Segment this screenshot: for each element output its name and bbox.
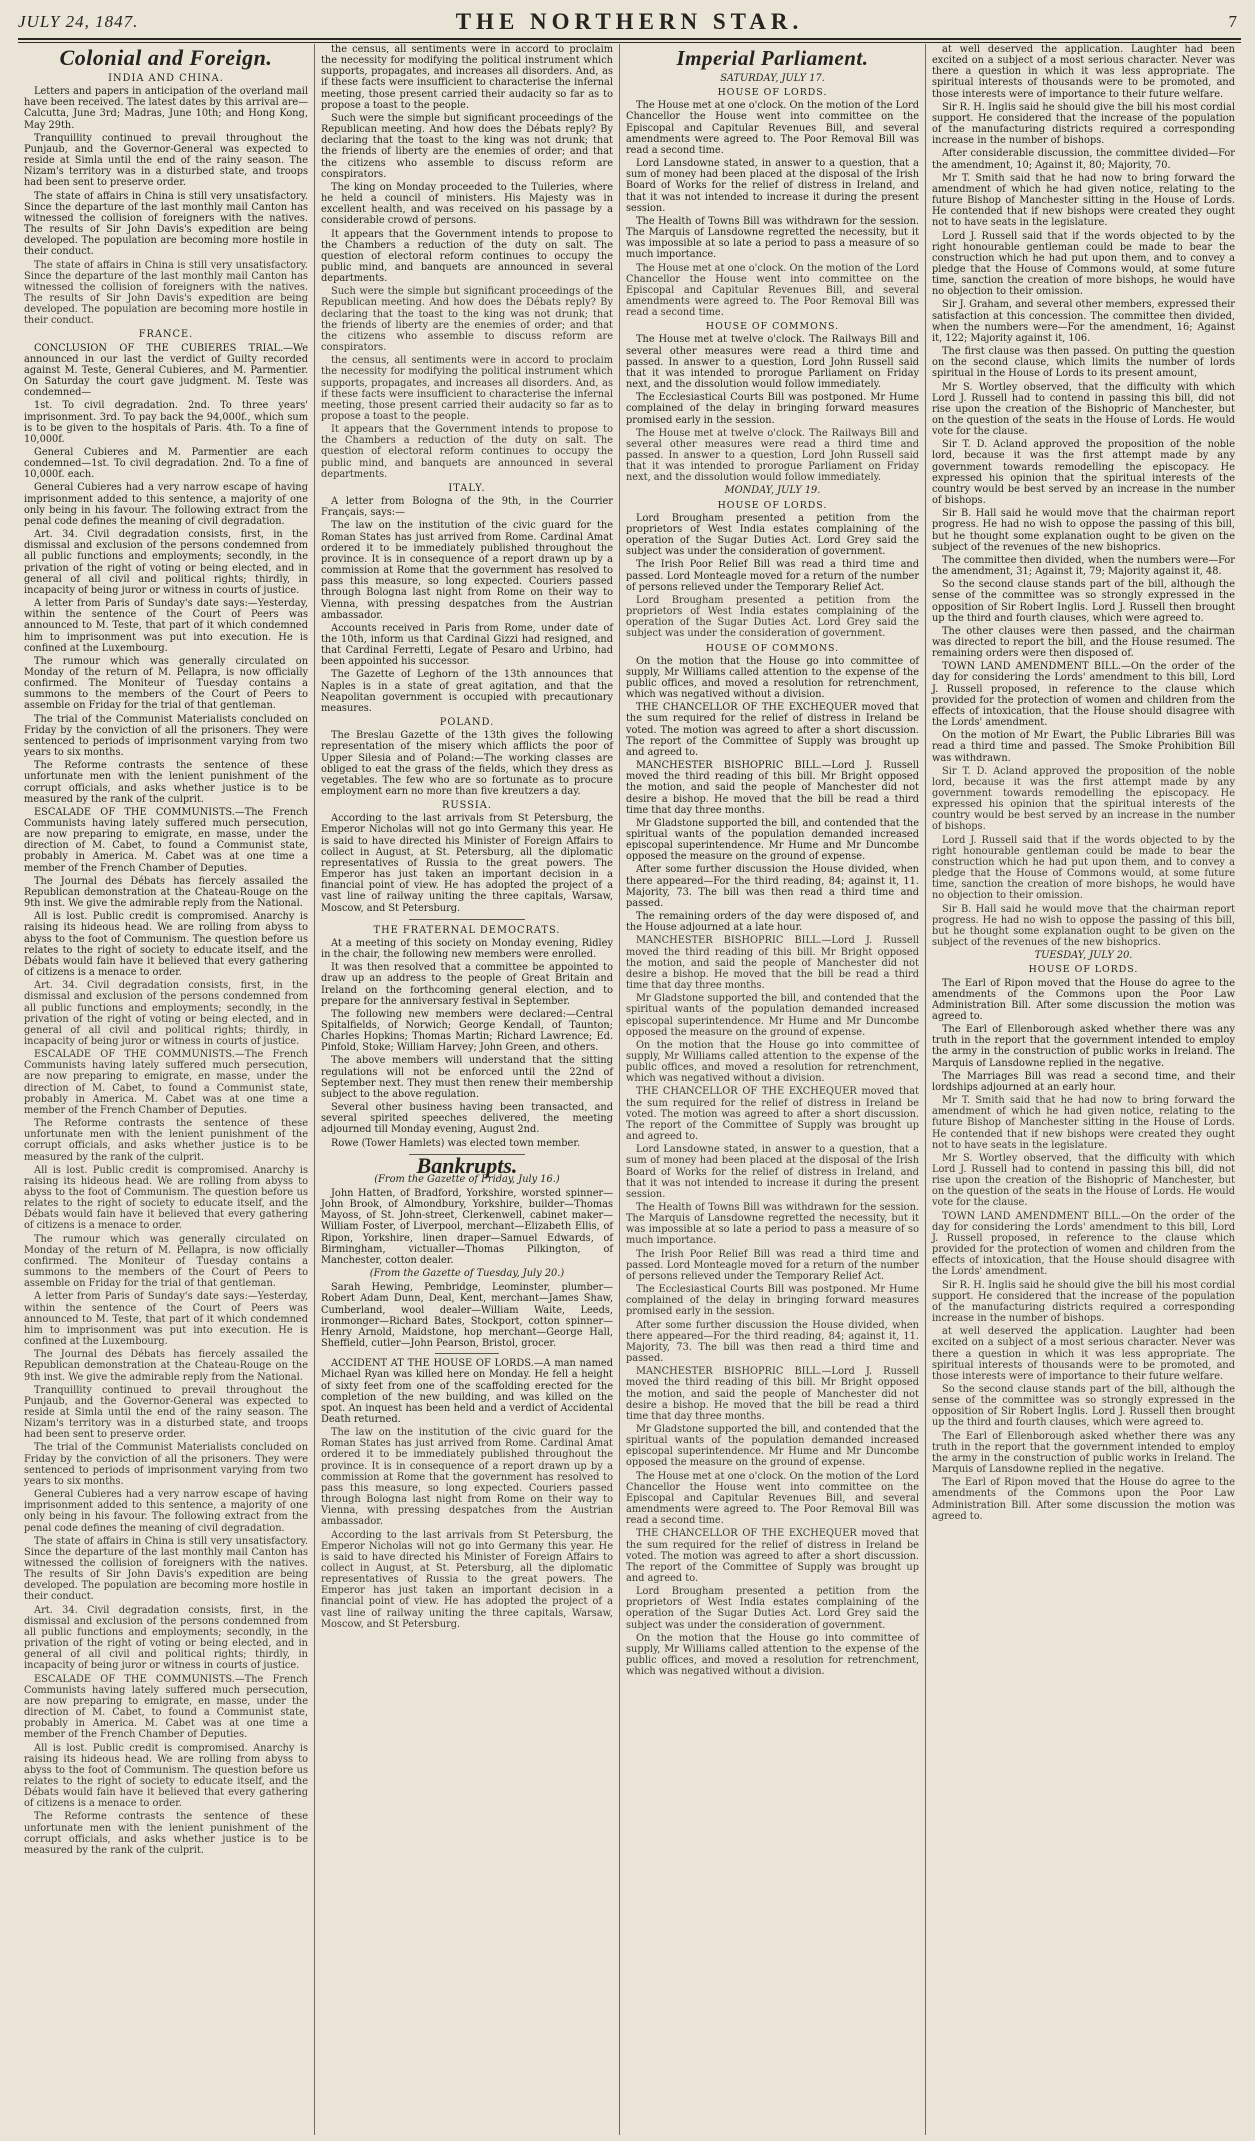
subheading-france: FRANCE.	[138, 329, 194, 341]
paragraph: Art. 34. Civil degradation consists, first, in the dismissal and exclusion of the persons condemned from all public functions and employments; secondly, in the privation of the right of voting or being elected, and in general of all civil and political rights; thirdly, in incapacity of being juror or witness in courts of justice.	[24, 980, 308, 1047]
divider	[409, 919, 526, 920]
paragraph: The Ecclesiastical Courts Bill was postponed. Mr Hume complained of the delay in bringing forward measures promised early in the session.	[626, 392, 919, 426]
paragraph: The House met at one o'clock. On the motion of the Lord Chancellor the House went into committee on the Episcopal and Capitular Revenues Bill, and several amendments were agreed to. The Poor Removal Bill was read a second time.	[626, 1470, 919, 1527]
paragraph: ESCALADE OF THE COMMUNISTS.—The French Communists having lately suffered much persecution, are now preparing to emigrate, en masse, under the direction of M. Cabet, to found a Communist state, probably in America. M. Cabet was at one time a member of the French Chamber of Deputies.	[24, 1673, 308, 1741]
paragraph: Lord Brougham presented a petition from the proprietors of West India estates complaining of the operation of the Sugar Duties Act. Lord Grey said the subject was under the consideration of government.	[626, 512, 919, 558]
subheading-house-of-lords: HOUSE OF LORDS.	[1028, 964, 1139, 976]
paragraph: The state of affairs in China is still very unsatisfactory. Since the departure of the last monthly mail Canton has witnessed the collision of foreigners with the natives. The results of Sir John Davis's expedition are being developed. The population are becoming more hostile in their conduct.	[24, 1535, 308, 1603]
subheading-fraternal-democrats: THE FRATERNAL DEMOCRATS.	[373, 924, 561, 936]
paragraph: 1st. To civil degradation. 2nd. To three years' imprisonment. 3rd. To pay back the 94,000f., which sum is to be given to the hospitals of Paris. 4th. To a fine of 10,000f.	[24, 400, 308, 445]
paragraph: Sir R. H. Inglis said he should give the bill his most cordial support. He considered that the increase of the population of the manufacturing districts required a corresponding increase in the number of bishops.	[932, 101, 1235, 147]
paragraph: The state of affairs in China is still very unsatisfactory. Since the departure of the last monthly mail Canton has witnessed the collision of foreigners with the natives. The results of Sir John Davis's expedition are being developed. The population are becoming more hostile in their conduct.	[24, 259, 308, 327]
paragraph: After some further discussion the House divided, when there appeared—For the third reading, 84; against it, 11. Majority, 73. The bill was then read a third time and passed.	[626, 1319, 919, 1365]
section-heading-colonial: Colonial and Foreign.	[59, 45, 273, 70]
paragraph: It appears that the Government intends to propose to the Chambers a reduction of the duty on salt. The question of electoral reform continues to occupy the public mind, and banquets are announced in several departments.	[321, 424, 613, 480]
paragraph: THE CHANCELLOR OF THE EXCHEQUER moved that the sum required for the relief of distress in Ireland be voted. The motion was agreed to after a short discussion. The report of the Committee of Supply was brought up and agreed to.	[626, 702, 919, 758]
paragraph: at well deserved the application. Laughter had been excited on a subject of a most serious character. Never was there a question in which it was less appropriate. The spiritual interests of thousands were to be promoted, and those interests were of importance to their future welfare.	[932, 1326, 1235, 1382]
paragraph: The trial of the Communist Materialists concluded on Friday by the conviction of all the prisoners. They were sentenced to periods of imprisonment varying from two years to six months.	[24, 713, 308, 759]
paragraph: On the motion that the House go into committee of supply, Mr Williams called attention to the expense of the public offices, and moved a resolution for retrenchment, which was negatived without a division.	[626, 1039, 919, 1085]
paragraph: The Earl of Ellenborough asked whether there was any truth in the report that the government intended to employ the army in the construction of public works in Ireland. The Marquis of Lansdowne replied in the negative.	[932, 1430, 1235, 1476]
paragraph: THE CHANCELLOR OF THE EXCHEQUER moved that the sum required for the relief of distress in Ireland be voted. The motion was agreed to after a short discussion. The report of the Committee of Supply was brought up and agreed to.	[626, 1086, 919, 1143]
paragraph: The Earl of Ellenborough asked whether there was any truth in the report that the government intended to employ the army in the construction of public works in Ireland. The Marquis of Lansdowne replied in the negative.	[932, 1024, 1235, 1069]
paragraph: The king on Monday proceeded to the Tuileries, where he held a council of ministers. His Majesty was in excellent health, and was received on his passage by a considerable crowd of persons.	[321, 181, 613, 227]
paragraph: The state of affairs in China is still very unsatisfactory. Since the departure of the last monthly mail Canton has witnessed the collision of foreigners with the natives. The results of Sir John Davis's expedition are being developed. The population are becoming more hostile in their conduct.	[24, 190, 308, 258]
paragraph: Letters and papers in anticipation of the overland mail have been received. The latest dates by this arrival are—Calcutta, June 3rd; Madras, June 10th; and Hong Kong, May 29th.	[24, 86, 308, 131]
masthead	[18, 8, 1241, 40]
column-3	[620, 44, 926, 2135]
paragraph: The Breslau Gazette of the 13th gives the following representation of the misery which afflicts the poor of Upper Silesia and of Poland:—The working classes are obliged to eat the grass of the fields, which they dress as vegetables. The few who are so fortunate as to procure employment earn no more than five kreutzers a day.	[321, 730, 613, 797]
paragraph: After some further discussion the House divided, when there appeared—For the third reading, 84; against it, 11. Majority, 73. The bill was then read a third time and passed.	[626, 864, 919, 909]
paragraph: ESCALADE OF THE COMMUNISTS.—The French Communists having lately suffered much persecution, are now preparing to emigrate, en masse, under the direction of M. Cabet, to found a Communist state, probably in America. M. Cabet was at one time a member of the French Chamber of Deputies.	[24, 1049, 308, 1116]
paragraph: General Cubieres had a very narrow escape of having imprisonment added to this sentence, a majority of one only being in his favour. The following extract from the penal code defines the meaning of civil degradation.	[24, 1489, 308, 1534]
paragraph: TOWN LAND AMENDMENT BILL.—On the order of the day for considering the Lords' amendment to this bill, Lord J. Russell proposed, in reference to the clause which provided for the protection of women and children from the effects of intoxication, that the House should disagree with the Lords' amendment.	[932, 1210, 1235, 1278]
paragraph: According to the last arrivals from St Petersburg, the Emperor Nicholas will not go into Germany this year. He is said to have directed his Minister of Foreign Affairs to collect in August, at St. Petersburg, all the diplomatic representatives of Russia to the great powers. The Emperor has just taken an important decision in a financial point of view. He has adopted the project of a vast line of railway uniting the three capitals, Warsaw, Moscow, and St Petersburg.	[321, 813, 613, 914]
issue-date: JULY 24, 1847.	[18, 12, 139, 31]
divider	[435, 1353, 499, 1354]
paragraph: Sarah Hewing, Pembridge, Leominster, plumber—Robert Adam Dunn, Deal, Kent, merchant—James Shaw, Cumberland, wool dealer—William Waite, Leeds, ironmonger—Richard Bates, Stockport, cotton spinner—Henry Arnold, Maidstone, hop merchant—George Hall, Sheffield, cutler—John Pearson, Bristol, grocer.	[321, 1282, 613, 1350]
paragraph: The House met at one o'clock. On the motion of the Lord Chancellor the House went into committee on the Episcopal and Capitular Revenues Bill, and several amendments were agreed to. The Poor Removal Bill was read a second time.	[626, 262, 919, 319]
paragraph: It appears that the Government intends to propose to the Chambers a reduction of the duty on salt. The question of electoral reform continues to occupy the public mind, and banquets are announced in several departments.	[321, 228, 613, 285]
paragraph: Lord Lansdowne stated, in answer to a question, that a sum of money had been placed at the disposal of the Irish Board of Works for the relief of distress in Ireland, and that it was not intended to increase it during the present session.	[626, 158, 919, 214]
paragraph: Lord J. Russell said that if the words objected to by the right honourable gentleman could be made to bear the construction which he had put upon them, and to convey a pledge that the House of Commons would, at some future time, sanction the creation of more bishops, he would have no objection to their omission.	[932, 834, 1235, 902]
paragraph: MANCHESTER BISHOPRIC BILL.—Lord J. Russell moved the third reading of this bill. Mr Bright opposed the motion, and said the people of Manchester did not desire a bishop. He moved that the bill be read a third time that day three months.	[626, 935, 919, 992]
paragraph: Mr S. Wortley observed, that the difficulty with which Lord J. Russell had to contend in passing this bill, did not rise upon the creation of the Bishopric of Manchester, but on the question of the seats in the House of Lords. He would vote for the clause.	[932, 381, 1235, 438]
column-1	[18, 44, 315, 2135]
bankrupts-gazette-date: (From the Gazette of Friday, July 16.)	[374, 1173, 560, 1185]
paragraph: The House met at one o'clock. On the motion of the Lord Chancellor the House went into committee on the Episcopal and Capitular Revenues Bill, and several amendments were agreed to. The Poor Removal Bill was read a second time.	[626, 100, 919, 156]
paragraph: Sir R. H. Inglis said he should give the bill his most cordial support. He considered that the increase of the population of the manufacturing districts required a corresponding increase in the number of bishops.	[932, 1279, 1235, 1325]
subheading-russia: RUSSIA.	[442, 800, 492, 812]
paragraph: Sir B. Hall said he would move that the chairman report progress. He had no wish to oppose the passing of this bill, but he thought some explanation ought to be given on the subject of the revenues of the new bishoprics.	[932, 508, 1235, 553]
paragraph: According to the last arrivals from St Petersburg, the Emperor Nicholas will not go into Germany this year. He is said to have directed his Minister of Foreign Affairs to collect in August, at St. Petersburg, all the diplomatic representatives of Russia to the great powers. The Emperor has just taken an important decision in a financial point of view. He has adopted the project of a vast line of railway uniting the three capitals, Warsaw, Moscow, and St Petersburg.	[321, 1529, 613, 1630]
column-2	[315, 44, 620, 2135]
subheading-house-of-lords: HOUSE OF LORDS.	[717, 87, 828, 99]
section-heading-parliament: Imperial Parliament.	[676, 46, 869, 70]
paragraph: The Journal des Débats has fiercely assailed the Republican demonstration at the Chateau-Rouge on the 9th inst. We give the admirable reply from the National.	[24, 875, 308, 910]
paragraph: The Ecclesiastical Courts Bill was postponed. Mr Hume complained of the delay in bringing forward measures promised early in the session.	[626, 1284, 919, 1318]
paragraph: Tranquillity continued to prevail throughout the Punjaub, and the Governor-General was expected to reside at Simla until the end of the rainy season. The Nizam's territory was in a disturbed state, and troops had been sent to preserve order.	[24, 132, 308, 189]
paragraph: A letter from Paris of Sunday's date says:—Yesterday, within the sentence of the Court of Peers was announced to M. Teste, that part of it which condemned him to imprisonment was put into execution. He is confined at the Luxembourg.	[24, 598, 308, 654]
sitting-date: SATURDAY, JULY 17.	[720, 73, 825, 84]
paragraph: Mr T. Smith said that he had now to bring forward the amendment of which he had given notice, relating to the future Bishop of Manchester sitting in the House of Lords. He contended that if new bishops were created they ought not to have seats in the legislature.	[932, 1095, 1235, 1151]
paragraph: At a meeting of this society on Monday evening, Ridley in the chair, the following new members were enrolled.	[321, 937, 613, 961]
paragraph: The Irish Poor Relief Bill was read a third time and passed. Lord Monteagle moved for a return of the number of persons relieved under the Temporary Relief Act.	[626, 1248, 919, 1282]
paragraph: at well deserved the application. Laughter had been excited on a subject of a most serious character. Never was there a question in which it was less appropriate. The spiritual interests of thousands were to be promoted, and those interests were of importance to their future welfare.	[932, 44, 1235, 100]
paragraph: The Journal des Débats has fiercely assailed the Republican demonstration at the Chateau-Rouge on the 9th inst. We give the admirable reply from the National.	[24, 1349, 308, 1383]
newspaper-title: THE NORTHERN STAR.	[455, 9, 804, 34]
paragraph: TOWN LAND AMENDMENT BILL.—On the order of the day for considering the Lords' amendment to this bill, Lord J. Russell proposed, in reference to the clause which provided for the protection of women and children from the effects of intoxication, that the House should disagree with the Lords' amendment.	[932, 661, 1235, 729]
paragraph: All is lost. Public credit is compromised. Anarchy is raising its hideous head. We are rolling from abyss to abyss to the foot of Communism. The question before us relates to the right of society to educate itself, and the Débats would fain have it believed that every gathering of citizens is a menace to order.	[24, 911, 308, 979]
column-4	[926, 44, 1241, 2135]
paragraph: Such were the simple but significant proceedings of the Republican meeting. And how does the Débats reply? By declaring that the toast to the king was not drunk; that the friends of liberty are the enemies of order; and that the citizens who assemble to discuss reform are conspirators.	[321, 112, 613, 180]
paragraph: The trial of the Communist Materialists concluded on Friday by the conviction of all the prisoners. They were sentenced to periods of imprisonment varying from two years to six months.	[24, 1442, 308, 1487]
paragraph: The House met at twelve o'clock. The Railways Bill and several other measures were read a third time and passed. In answer to a question, Lord John Russell said that it was intended to prorogue Parliament on Friday next, and the dissolution would follow immediately.	[626, 334, 919, 391]
paragraph: CONCLUSION OF THE CUBIERES TRIAL.—We announced in our last the verdict of Guilty recorded against M. Teste, General Cubieres, and M. Parmentier. On Saturday the court gave judgment. M. Teste was condemned—	[24, 342, 308, 399]
paragraph: The first clause was then passed. On putting the question on the second clause, which limits the number of lords spiritual in the House of Lords to its present amount,	[932, 346, 1235, 380]
paragraph: Mr S. Wortley observed, that the difficulty with which Lord J. Russell had to contend in passing this bill, did not rise upon the creation of the Bishopric of Manchester, but on the question of the seats in the House of Lords. He would vote for the clause.	[932, 1152, 1235, 1209]
paragraph: After considerable discussion, the committee divided—For the amendment, 10; Against it, 80; Majority, 70.	[932, 148, 1235, 171]
paragraph: Sir T. D. Acland approved the proposition of the noble lord, because it was the first attempt made by any government towards remodelling the episcopacy. He expressed his opinion that the spiritual interests of the country would be best served by an increase in the number of bishops.	[932, 765, 1235, 833]
paragraph: Mr Gladstone supported the bill, and contended that the spiritual wants of the population demanded increased episcopal superintendence. Mr Hume and Mr Duncombe opposed the measure on the ground of expense.	[626, 1423, 919, 1469]
subheading-house-of-lords: HOUSE OF LORDS.	[717, 499, 828, 511]
paragraph: The Irish Poor Relief Bill was read a third time and passed. Lord Monteagle moved for a return of the number of persons relieved under the Temporary Relief Act.	[626, 559, 919, 593]
subheading-india-china: INDIA AND CHINA.	[108, 73, 224, 84]
paragraph: the census, all sentiments were in accord to proclaim the necessity for modifying the political instrument which supports, propagates, and increases all disorders. And, as if these facts were insufficient to characterise the infernal meeting, those present carried their audacity so far as to propose a toast to the people.	[321, 44, 613, 111]
paragraph: ACCIDENT AT THE HOUSE OF LORDS.—A man named Michael Ryan was killed here on Monday. He fell a height of sixty feet from one of the scaffolding erected for the completion of the new building, and was killed on the spot. An inquest has been held and a verdict of Accidental Death returned.	[321, 1358, 613, 1425]
paragraph: On the motion that the House go into committee of supply, Mr Williams called attention to the expense of the public offices, and moved a resolution for retrenchment, which was negatived without a division.	[626, 1632, 919, 1678]
paragraph: The remaining orders of the day were disposed of, and the House adjourned at a late hour.	[626, 911, 919, 934]
subheading-italy: ITALY.	[448, 482, 486, 494]
paragraph: All is lost. Public credit is compromised. Anarchy is raising its hideous head. We are rolling from abyss to abyss to the foot of Communism. The question before us relates to the right of society to educate itself, and the Débats would fain have it believed that every gathering of citizens is a menace to order.	[24, 1742, 308, 1810]
subheading-house-of-commons: HOUSE OF COMMONS.	[705, 642, 840, 654]
bankrupts-gazette-date: (From the Gazette of Tuesday, July 20.)	[369, 1268, 565, 1280]
paragraph: THE CHANCELLOR OF THE EXCHEQUER moved that the sum required for the relief of distress in Ireland be voted. The motion was agreed to after a short discussion. The report of the Committee of Supply was brought up and agreed to.	[626, 1528, 919, 1584]
paragraph: Art. 34. Civil degradation consists, first, in the dismissal and exclusion of the persons condemned from all public functions and employments; secondly, in the privation of the right of voting or being elected, and in general of all civil and political rights; thirdly, in incapacity of being juror or witness in courts of justice.	[24, 1604, 308, 1672]
paragraph: Lord Brougham presented a petition from the proprietors of West India estates complaining of the operation of the Sugar Duties Act. Lord Grey said the subject was under the consideration of government.	[626, 594, 919, 640]
page-number: 7	[1228, 12, 1237, 31]
paragraph: The above members will understand that the sitting regulations will not be enforced until the 22nd of September next. They must then renew their membership subject to the above regulation.	[321, 1055, 613, 1100]
paragraph: A letter from Bologna of the 9th, in the Courrier Français, says:—	[321, 496, 613, 519]
paragraph: The other clauses were then passed, and the chairman was directed to report the bill, and the House resumed. The remaining orders were then disposed of.	[932, 625, 1235, 660]
paragraph: The Earl of Ripon moved that the House do agree to the amendments of the Commons upon the Poor Law Administration Bill. After some discussion the motion was agreed to.	[932, 977, 1235, 1022]
paragraph: Mr T. Smith said that he had now to bring forward the amendment of which he had given notice, relating to the future Bishop of Manchester sitting in the House of Lords. He contended that if new bishops were created they ought not to have seats in the legislature.	[932, 172, 1235, 229]
paragraph: The Reforme contrasts the sentence of these unfortunate men with the lenient punishment of the corrupt officials, and asks whether justice is to be measured by the rank of the culprit.	[24, 1811, 308, 1856]
paragraph: Such were the simple but significant proceedings of the Republican meeting. And how does the Débats reply? By declaring that the toast to the king was not drunk; that the friends of liberty are the enemies of order; and that the citizens who assemble to discuss reform are conspirators.	[321, 286, 613, 354]
paragraph: Lord J. Russell said that if the words objected to by the right honourable gentleman could be made to bear the construction which he had put upon them, and to convey a pledge that the House of Commons would, at some future time, sanction the creation of more bishops, he would have no objection to their omission.	[932, 230, 1235, 298]
paragraph: MANCHESTER BISHOPRIC BILL.—Lord J. Russell moved the third reading of this bill. Mr Bright opposed the motion, and said the people of Manchester did not desire a bishop. He moved that the bill be read a third time that day three months.	[626, 760, 919, 816]
article-columns	[18, 44, 1241, 2135]
paragraph: The rumour which was generally circulated on Monday of the return of M. Pellapra, is now officially confirmed. The Moniteur of Tuesday contains a summons to the members of the Court of Peers to assemble on Friday for the trial of that gentleman.	[24, 655, 308, 712]
masthead-rule	[18, 42, 1241, 43]
paragraph: The Health of Towns Bill was withdrawn for the session. The Marquis of Lansdowne regretted the necessity, but it was impossible at so late a period to pass a measure of so much importance.	[626, 1202, 919, 1247]
paragraph: Tranquillity continued to prevail throughout the Punjaub, and the Governor-General was expected to reside at Simla until the end of the rainy season. The Nizam's territory was in a disturbed state, and troops had been sent to preserve order.	[24, 1384, 308, 1441]
paragraph: General Cubieres and M. Parmentier are each condemned—1st. To civil degradation. 2nd. To a fine of 10,000f. each.	[24, 447, 308, 481]
paragraph: Mr Gladstone supported the bill, and contended that the spiritual wants of the population demanded increased episcopal superintendence. Mr Hume and Mr Duncombe opposed the measure on the ground of expense.	[626, 993, 919, 1038]
paragraph: The House met at twelve o'clock. The Railways Bill and several other measures were read a third time and passed. In answer to a question, Lord John Russell said that it was intended to prorogue Parliament on Friday next, and the dissolution would follow immediately.	[626, 427, 919, 484]
paragraph: The Marriages Bill was read a second time, and their lordships adjourned at an early hour.	[932, 1070, 1235, 1093]
paragraph: Sir J. Graham, and several other members, expressed their satisfaction at this concession. The committee then divided, when the numbers were—For the amendment, 16; Against it, 122; Majority against it, 106.	[932, 299, 1235, 344]
paragraph: All is lost. Public credit is compromised. Anarchy is raising its hideous head. We are rolling from abyss to abyss to the foot of Communism. The question before us relates to the right of society to educate itself, and the Débats would fain have it believed that every gathering of citizens is a menace to order.	[24, 1164, 308, 1232]
paragraph: The law on the institution of the civic guard for the Roman States has just arrived from Rome. Cardinal Amat ordered it to be immediately published throughout the province. It is in consequence of a report drawn up by a commission at Rome that the government has resolved to pass this measure, so long expected. Couriers passed through Bologna last night from Rome on their way to Vienna, with pressing despatches from the Austrian ambassador.	[321, 520, 613, 621]
paragraph: The rumour which was generally circulated on Monday of the return of M. Pellapra, is now officially confirmed. The Moniteur of Tuesday contains a summons to the members of the Court of Peers to assemble on Friday for the trial of that gentleman.	[24, 1233, 308, 1290]
paragraph: Rowe (Tower Hamlets) was elected town member.	[331, 1137, 581, 1149]
paragraph: the census, all sentiments were in accord to proclaim the necessity for modifying the political instrument which supports, propagates, and increases all disorders. And, as if these facts were insufficient to characterise the infernal meeting, those present carried their audacity so far as to propose a toast to the people.	[321, 355, 613, 422]
paragraph: It was then resolved that a committee be appointed to draw up an address to the people of Great Britain and Ireland on the forthcoming general election, and to prepare for the anniversary festival in September.	[321, 962, 613, 1007]
paragraph: The committee then divided, when the numbers were—For the amendment, 31; Against it, 79; Majority against it, 48.	[932, 554, 1235, 578]
paragraph: Sir B. Hall said he would move that the chairman report progress. He had no wish to oppose the passing of this bill, but he thought some explanation ought to be given on the subject of the revenues of the new bishoprics.	[932, 903, 1235, 949]
paragraph: A letter from Paris of Sunday's date says:—Yesterday, within the sentence of the Court of Peers was announced to M. Teste, that part of it which condemned him to imprisonment was put into execution. He is confined at the Luxembourg.	[24, 1291, 308, 1348]
sitting-date: TUESDAY, JULY 20.	[1034, 950, 1133, 962]
paragraph: So the second clause stands part of the bill, although the sense of the committee was so strongly expressed in the opposition of Sir Robert Inglis. Lord J. Russell then brought up the third and fourth clauses, which were agreed to.	[932, 579, 1235, 624]
paragraph: Lord Brougham presented a petition from the proprietors of West India estates complaining of the operation of the Sugar Duties Act. Lord Grey said the subject was under the consideration of government.	[626, 1586, 919, 1631]
section-heading-bankrupts: Bankrupts.	[416, 1152, 518, 1178]
paragraph: Lord Lansdowne stated, in answer to a question, that a sum of money had been placed at the disposal of the Irish Board of Works for the relief of distress in Ireland, and that it was not intended to increase it during the present session.	[626, 1144, 919, 1200]
subheading-house-of-commons: HOUSE OF COMMONS.	[705, 321, 840, 333]
paragraph: So the second clause stands part of the bill, although the sense of the committee was so strongly expressed in the opposition of Sir Robert Inglis. Lord J. Russell then brought up the third and fourth clauses, which were agreed to.	[932, 1383, 1235, 1429]
paragraph: The Reforme contrasts the sentence of these unfortunate men with the lenient punishment of the corrupt officials, and asks whether justice is to be measured by the rank of the culprit.	[24, 760, 308, 805]
sitting-date: MONDAY, JULY 19.	[724, 485, 821, 497]
paragraph: The Health of Towns Bill was withdrawn for the session. The Marquis of Lansdowne regretted the necessity, but it was impossible at so late a period to pass a measure of so much importance.	[626, 215, 919, 261]
paragraph: Mr Gladstone supported the bill, and contended that the spiritual wants of the population demanded increased episcopal superintendence. Mr Hume and Mr Duncombe opposed the measure on the ground of expense.	[626, 817, 919, 863]
paragraph: Art. 34. Civil degradation consists, first, in the dismissal and exclusion of the persons condemned from all public functions and employments; secondly, in the privation of the right of voting or being elected, and in general of all civil and political rights; thirdly, in incapacity of being juror or witness in courts of justice.	[24, 529, 308, 596]
paragraph: On the motion that the House go into committee of supply, Mr Williams called attention to the expense of the public offices, and moved a resolution for retrenchment, which was negatived without a division.	[626, 655, 919, 701]
paragraph: General Cubieres had a very narrow escape of having imprisonment added to this sentence, a majority of one only being in his favour. The following extract from the penal code defines the meaning of civil degradation.	[24, 482, 308, 527]
paragraph: The Reforme contrasts the sentence of these unfortunate men with the lenient punishment of the corrupt officials, and asks whether justice is to be measured by the rank of the culprit.	[24, 1118, 308, 1163]
paragraph: John Hatten, of Bradford, Yorkshire, worsted spinner—John Brook, of Almondbury, Yorkshire, builder—Thomas Mayoss, of St. John-street, Clerkenwell, cabinet maker—William Foster, of Liverpool, merchant—Elizabeth Ellis, of Ripon, Yorkshire, linen draper—Samuel Edwards, of Birmingham, victualler—Thomas Pilkington, of Manchester, cotton dealer.	[321, 1188, 613, 1266]
paragraph: Sir T. D. Acland approved the proposition of the noble lord, because it was the first attempt made by any government towards remodelling the episcopacy. He expressed his opinion that the spiritual interests of the country would be best served by an increase in the number of bishops.	[932, 439, 1235, 507]
paragraph: On the motion of Mr Ewart, the Public Libraries Bill was read a third time and passed. The Smoke Prohibition Bill was withdrawn.	[932, 730, 1235, 764]
paragraph: Accounts received in Paris from Rome, under date of the 10th, inform us that Cardinal Gizzi had resigned, and that Cardinal Ferretti, Legate of Pesaro and Urbino, had been appointed his successor.	[321, 622, 613, 668]
paragraph: Several other business having been transacted, and several spirited speeches delivered, the meeting adjourned till Monday evening, August 2nd.	[321, 1102, 613, 1136]
subheading-poland: POLAND.	[439, 717, 495, 729]
paragraph: The law on the institution of the civic guard for the Roman States has just arrived from Rome. Cardinal Amat ordered it to be immediately published throughout the province. It is in consequence of a report drawn up by a commission at Rome that the government has resolved to pass this measure, so long expected. Couriers passed through Bologna last night from Rome on their way to Vienna, with pressing despatches from the Austrian ambassador.	[321, 1427, 613, 1528]
paragraph: The Earl of Ripon moved that the House do agree to the amendments of the Commons upon the Poor Law Administration Bill. After some discussion the motion was agreed to.	[932, 1477, 1235, 1522]
paragraph: MANCHESTER BISHOPRIC BILL.—Lord J. Russell moved the third reading of this bill. Mr Bright opposed the motion, and said the people of Manchester did not desire a bishop. He moved that the bill be read a third time that day three months.	[626, 1366, 919, 1422]
paragraph: The Gazette of Leghorn of the 13th announces that Naples is in a state of great agitation, and that the Neapolitan government is occupied with precautionary measures.	[321, 669, 613, 714]
paragraph: ESCALADE OF THE COMMUNISTS.—The French Communists having lately suffered much persecution, are now preparing to emigrate, en masse, under the direction of M. Cabet, to found a Communist state, probably in America. M. Cabet was at one time a member of the French Chamber of Deputies.	[24, 806, 308, 874]
paragraph: The following new members were declared:—Central Spitalfields, of Norwich; George Kendall, of Taunton; Charles Hopkins; Thomas Martin; Richard Lawrence; Ed. Pinfold, Stoke; William Harvey; John Green, and others.	[321, 1008, 613, 1054]
